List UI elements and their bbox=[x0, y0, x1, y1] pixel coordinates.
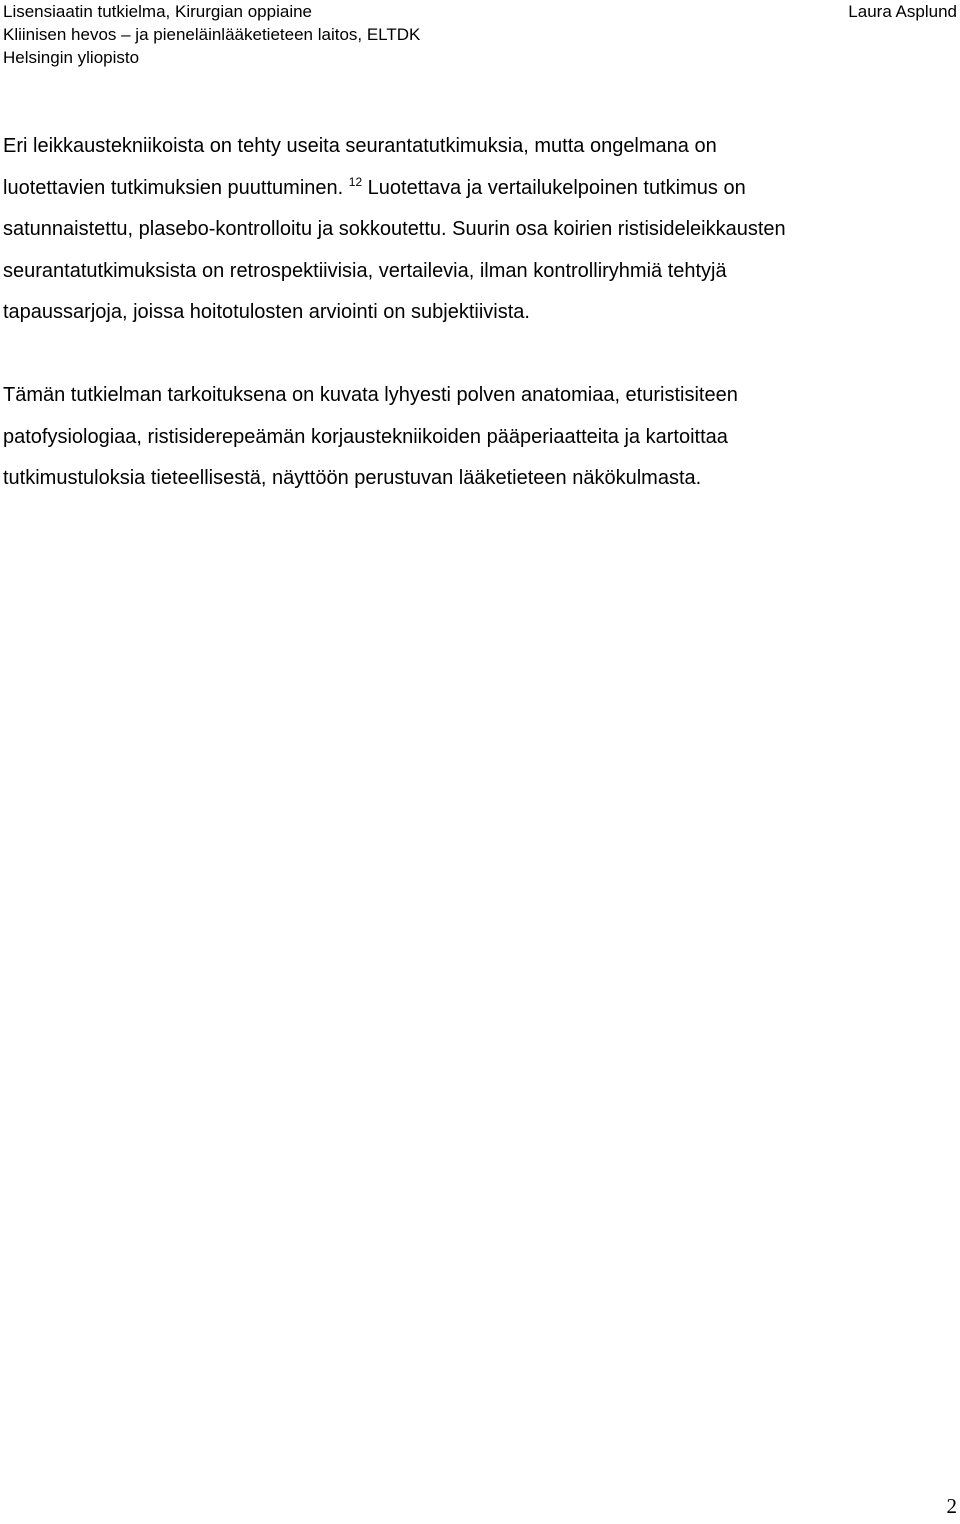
paragraph-1-line-1: Eri leikkaustekniikoista on tehty useita seurantatutkimuksia, mutta ongelmana on bbox=[3, 135, 717, 157]
paragraph-2-line-2: patofysiologiaa, ristisiderepeämän korjaustekniikoiden pääperiaatteita ja kartoittaa bbox=[3, 425, 728, 448]
paragraph-2-line-1: Tämän tutkielman tarkoituksena on kuvata lyhyesti polven anatomiaa, eturistisiteen bbox=[3, 384, 738, 406]
paragraph-1-line-2 bbox=[3, 168, 957, 210]
university: Helsingin yliopisto bbox=[3, 48, 140, 67]
author-name: Laura Asplund bbox=[848, 2, 957, 21]
document-body bbox=[3, 126, 957, 500]
thesis-info bbox=[3, 0, 420, 69]
reference-superscript: 12 bbox=[348, 174, 363, 189]
page-number: 2 bbox=[946, 1494, 957, 1518]
paragraph-1 bbox=[3, 126, 957, 334]
thesis-type: Lisensiaatin tutkielma, Kirurgian oppiaine bbox=[3, 2, 313, 21]
department: Kliinisen hevos – ja pieneläinlääketieteen laitos, ELTDK bbox=[3, 25, 421, 44]
paragraph-1-line-3: satunnaistettu, plasebo-kontrolloitu ja sokkoutettu. Suurin osa koirien ristisideleikkausten bbox=[3, 218, 786, 240]
paragraph-2-line-3: tutkimustuloksia tieteellisestä, näyttöön perustuvan lääketieteen näkökulmasta. bbox=[3, 467, 702, 489]
line-2-text-before-ref: luotettavien tutkimuksien puuttuminen. bbox=[3, 176, 349, 199]
line-2-text-after-ref: Luotettava ja vertailukelpoinen tutkimus on bbox=[362, 176, 746, 199]
paragraph-1-line-5: tapaussarjoja, joissa hoitotulosten arviointi on subjektiivista. bbox=[3, 301, 530, 323]
paragraph-1-line-4: seurantatutkimuksista on retrospektiivisia, vertailevia, ilman kontrolliryhmiä tehtyjä bbox=[3, 259, 727, 282]
paragraph-2 bbox=[3, 375, 957, 500]
